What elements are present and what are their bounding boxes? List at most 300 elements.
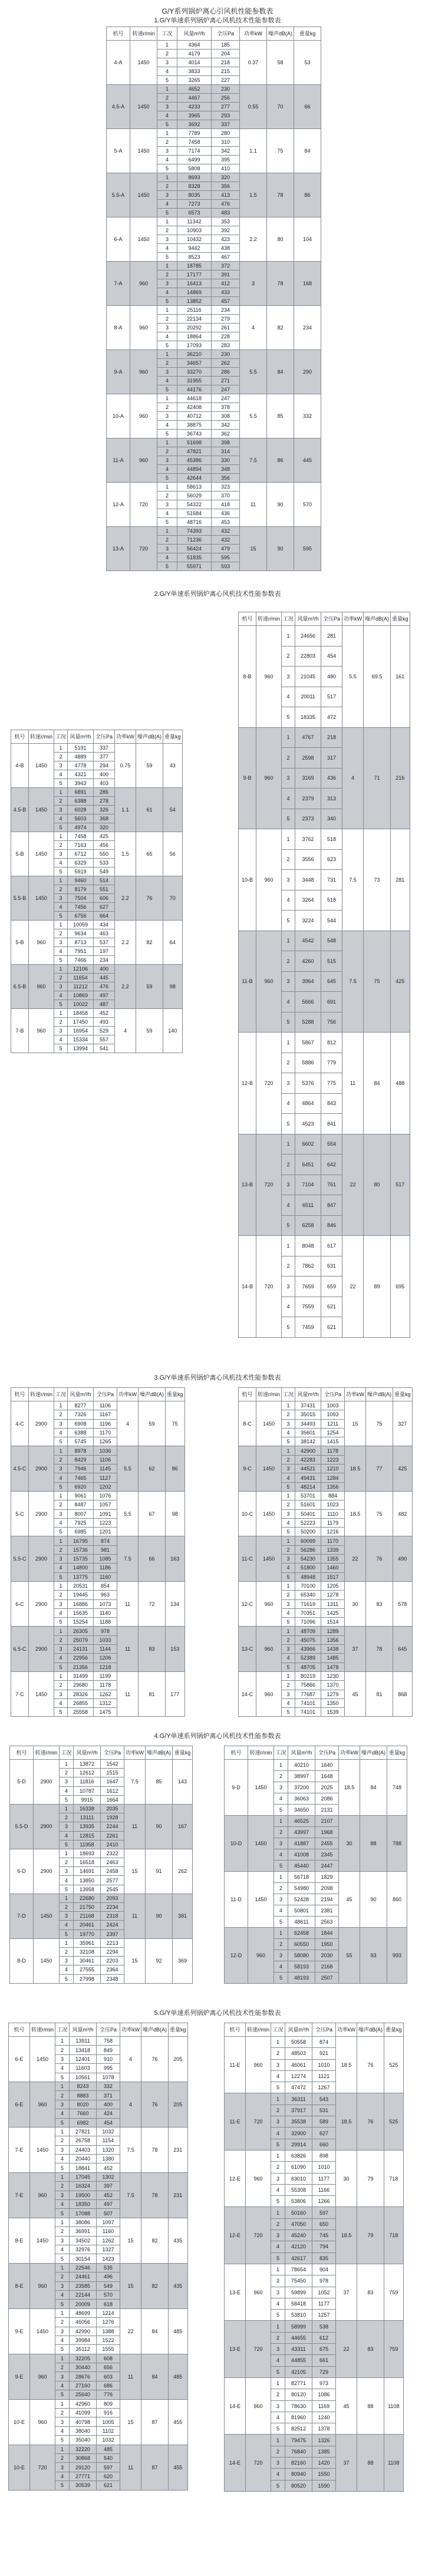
airflow-cell: 6258 — [295, 1215, 321, 1236]
airflow-cell: 7466 — [68, 956, 94, 965]
noise-cell: 90 — [267, 527, 294, 571]
airflow-cell: 19445 — [68, 1591, 94, 1599]
pressure-cell: 1211 — [321, 1419, 345, 1428]
column-header: 重量kg — [391, 612, 410, 626]
condition-cell: 5 — [55, 2209, 70, 2218]
table-row — [225, 2264, 404, 2275]
pressure-cell: 659 — [321, 1277, 342, 1297]
table-row — [107, 173, 321, 182]
pressure-cell: 846 — [321, 1215, 342, 1236]
noise-cell: 70 — [267, 85, 294, 129]
condition-cell: 5 — [282, 1618, 295, 1627]
airflow-cell: 8048 — [295, 1236, 321, 1256]
weight-cell: 718 — [384, 2207, 404, 2264]
airflow-cell: 8487 — [68, 1500, 94, 1509]
airflow-cell: 3964 — [295, 971, 321, 992]
pressure-cell: 603 — [97, 2372, 120, 2381]
weight-cell: 231 — [169, 2172, 188, 2218]
pressure-cell: 2410 — [101, 1840, 124, 1849]
pressure-cell: 476 — [94, 982, 115, 991]
pressure-cell: 497 — [97, 2200, 120, 2209]
condition-cell: 4 — [54, 814, 68, 823]
power-cell: 4 — [120, 2037, 141, 2082]
page-title: G/Y系列锅炉离心引风机性能参数表 — [162, 7, 273, 15]
condition-cell: 4 — [54, 1428, 68, 1437]
pressure-cell: 518 — [321, 890, 342, 911]
weight-cell: 143 — [173, 1760, 193, 1805]
noise-cell: 67 — [139, 1491, 166, 1536]
airflow-cell: 31955 — [177, 377, 212, 385]
condition-cell: 2 — [60, 1813, 74, 1822]
pressure-cell: 1460 — [321, 1564, 345, 1572]
airflow-cell: 16886 — [68, 1599, 94, 1608]
power-cell: 2.2 — [240, 217, 267, 262]
airflow-cell: 20292 — [177, 324, 212, 332]
condition-cell: 3 — [60, 1777, 74, 1786]
airflow-cell: 71096 — [295, 1618, 321, 1627]
pressure-cell: 1312 — [94, 1698, 117, 1707]
airflow-cell: 35538 — [285, 2116, 312, 2128]
airflow-cell: 75450 — [285, 2275, 312, 2287]
airflow-cell: 52389 — [295, 1654, 321, 1663]
speed-cell: 1450 — [29, 744, 54, 788]
condition-cell: 5 — [274, 1805, 288, 1816]
section-1 — [0, 27, 435, 571]
condition-cell: 4 — [157, 67, 177, 76]
power-cell: 22 — [342, 1236, 364, 1338]
section-3 — [0, 1373, 435, 1739]
airflow-cell: 38086 — [70, 2218, 97, 2227]
speed-cell: 1450 — [248, 1760, 274, 1816]
airflow-cell: 18350 — [70, 2200, 97, 2209]
power-cell: 7.5 — [342, 829, 364, 931]
airflow-cell: 56424 — [177, 545, 212, 553]
column-header: 噪声dB(A) — [360, 1746, 387, 1760]
noise-cell: 83 — [139, 1627, 166, 1671]
airflow-cell: 81960 — [285, 2412, 312, 2423]
airflow-cell: 25558 — [68, 1708, 94, 1717]
airflow-cell: 44618 — [177, 394, 212, 403]
power-cell: 11 — [240, 483, 267, 527]
airflow-cell: 46056 — [70, 2318, 97, 2327]
condition-cell: 1 — [55, 2127, 70, 2136]
condition-cell: 5 — [60, 1840, 74, 1849]
condition-cell: 2 — [282, 1455, 295, 1464]
airflow-cell: 13418 — [70, 2046, 97, 2054]
pressure-cell: 570 — [97, 2290, 120, 2299]
speed-cell: 1450 — [29, 876, 54, 921]
airflow-cell: 6573 — [177, 209, 212, 217]
condition-cell: 5 — [55, 2390, 70, 2399]
model-cell: 5.5-A — [107, 173, 130, 217]
table-row — [225, 2377, 404, 2389]
condition-cell: 4 — [55, 2290, 70, 2299]
model-cell: 4-B — [11, 744, 29, 788]
airflow-cell: 38142 — [295, 1437, 321, 1446]
condition-cell: 4 — [60, 1831, 74, 1840]
condition-cell: 4 — [282, 1195, 295, 1216]
airflow-cell: 43997 — [288, 1827, 315, 1838]
pressure-cell: 472 — [321, 707, 342, 728]
condition-cell: 5 — [274, 1917, 288, 1928]
condition-cell: 2 — [60, 1903, 74, 1912]
airflow-cell: 32900 — [285, 2128, 312, 2139]
condition-cell: 5 — [271, 2480, 285, 2491]
airflow-cell: 48709 — [295, 1627, 321, 1635]
power-cell: 37 — [336, 2435, 357, 2491]
pressure-cell: 340 — [321, 809, 342, 829]
pressure-cell: 589 — [312, 2116, 336, 2128]
column-header: 噪声dB(A) — [364, 612, 391, 626]
condition-cell: 3 — [54, 761, 68, 770]
model-cell: 13-E — [225, 2264, 246, 2320]
condition-cell: 4 — [54, 1473, 68, 1482]
weight-cell: 578 — [393, 1581, 413, 1626]
pressure-cell: 215 — [212, 67, 240, 76]
speed-cell: 1450 — [130, 173, 157, 217]
airflow-cell: 7458 — [68, 832, 94, 841]
table-row — [11, 788, 183, 797]
column-header: 重量kg — [169, 2023, 188, 2037]
airflow-cell: 4523 — [295, 1114, 321, 1134]
noise-cell: 59 — [136, 965, 163, 1009]
pressure-cell: 1052 — [312, 2287, 336, 2298]
condition-cell: 3 — [271, 2287, 285, 2298]
pressure-cell: 337 — [94, 744, 115, 753]
airflow-cell: 20009 — [70, 2300, 97, 2308]
pressure-cell: 1177 — [312, 2173, 336, 2184]
airflow-cell: 21045 — [295, 667, 321, 687]
speed-cell: 1450 — [130, 41, 157, 85]
pressure-cell: 1086 — [312, 2389, 336, 2400]
speed-cell: 1450 — [30, 2218, 55, 2263]
noise-cell: 61 — [136, 788, 163, 832]
pressure-cell: 531 — [312, 2105, 336, 2116]
table-row — [11, 1009, 183, 1018]
condition-cell: 1 — [282, 727, 295, 748]
airflow-cell: 71236 — [177, 536, 212, 545]
speed-cell: 960 — [256, 829, 282, 931]
airflow-cell: 44655 — [285, 2332, 312, 2343]
pressure-cell: 623 — [321, 849, 342, 870]
pressure-cell: 457 — [212, 297, 240, 306]
airflow-cell: 6511 — [295, 1195, 321, 1216]
weight-cell: 748 — [387, 1760, 407, 1816]
pressure-cell: 618 — [97, 2300, 120, 2308]
table-row — [107, 129, 321, 138]
pressure-cell: 247 — [212, 394, 240, 403]
condition-cell: 3 — [54, 1027, 68, 1035]
airflow-cell: 74101 — [295, 1698, 321, 1707]
condition-cell: 2 — [282, 849, 295, 870]
condition-cell: 2 — [282, 1410, 295, 1419]
pressure-cell: 1950 — [315, 1939, 339, 1950]
airflow-cell: 9061 — [68, 1491, 94, 1500]
pressure-cell: 1023 — [321, 1500, 345, 1509]
condition-cell: 1 — [60, 1894, 74, 1902]
power-cell: 11 — [120, 2354, 141, 2399]
weight-cell: 168 — [294, 262, 321, 306]
airflow-cell: 8007 — [68, 1509, 94, 1518]
airflow-cell: 35601 — [295, 1428, 321, 1437]
pressure-cell: 550 — [94, 850, 115, 859]
airflow-cell: 50401 — [295, 1509, 321, 1518]
pressure-cell: 332 — [97, 2082, 120, 2090]
weight-cell: 53 — [294, 41, 321, 85]
pressure-cell: 1160 — [97, 2227, 120, 2236]
pressure-cell: 761 — [321, 1175, 342, 1195]
speed-cell: 720 — [256, 1236, 282, 1338]
noise-cell: 75 — [366, 1401, 393, 1446]
condition-cell: 2 — [157, 315, 177, 324]
airflow-cell: 30154 — [70, 2254, 97, 2263]
pressure-cell: 1515 — [101, 1769, 124, 1777]
table-row — [9, 2037, 188, 2046]
weight-cell: 86 — [294, 173, 321, 217]
condition-cell: 3 — [274, 1950, 288, 1961]
pressure-cell: 660 — [312, 2139, 336, 2150]
power-cell: 11 — [117, 1627, 139, 1671]
airflow-cell: 43966 — [295, 1645, 321, 1654]
condition-cell: 2 — [55, 2091, 70, 2100]
power-cell: 5.5 — [342, 626, 364, 728]
condition-cell: 2 — [54, 974, 68, 982]
airflow-cell: 6985 — [68, 1528, 94, 1536]
condition-cell: 5 — [271, 2423, 285, 2435]
airflow-cell: 7660 — [70, 2109, 97, 2118]
model-cell: 9-D — [225, 1760, 248, 1816]
condition-cell: 1 — [55, 2037, 70, 2046]
power-cell: 18.5 — [345, 1491, 366, 1536]
pressure-cell: 809 — [97, 2399, 120, 2408]
condition-cell: 2 — [157, 271, 177, 279]
airflow-cell: 25079 — [68, 1635, 94, 1644]
condition-cell: 1 — [271, 2377, 285, 2389]
airflow-cell: 24403 — [70, 2145, 97, 2154]
model-cell: 12-D — [225, 1928, 248, 1984]
condition-cell: 1 — [55, 2082, 70, 2090]
pressure-cell: 595 — [212, 553, 240, 562]
pressure-cell: 756 — [321, 1012, 342, 1033]
condition-cell: 2 — [274, 1827, 288, 1838]
condition-cell: 5 — [54, 1482, 68, 1491]
airflow-cell: 82160 — [285, 2457, 312, 2468]
pressure-cell: 543 — [312, 2093, 336, 2105]
pressure-cell: 812 — [321, 1033, 342, 1053]
section-1-title: 1.G/Y单速系列锅炉离心风机技术性能参数表 — [154, 17, 281, 24]
pressure-cell: 286 — [212, 368, 240, 377]
condition-cell: 1 — [157, 438, 177, 447]
airflow-cell: 18335 — [295, 707, 321, 728]
airflow-cell: 8693 — [177, 173, 212, 182]
pressure-cell: 1032 — [97, 2436, 120, 2445]
airflow-cell: 38875 — [177, 421, 212, 430]
model-cell: 9-E — [9, 2354, 30, 2399]
airflow-cell: 29680 — [68, 1681, 94, 1690]
pressure-cell: 356 — [212, 182, 240, 191]
power-cell: 7.5 — [124, 1760, 146, 1805]
airflow-cell: 37431 — [295, 1401, 321, 1410]
power-cell: 2.2 — [115, 965, 136, 1009]
spec-table — [106, 27, 321, 571]
power-cell: 11 — [124, 1804, 146, 1849]
power-cell: 15 — [124, 1938, 146, 1983]
column-header: 转速r/min — [256, 1388, 282, 1401]
airflow-cell: 2373 — [295, 809, 321, 829]
condition-cell: 2 — [274, 1939, 288, 1950]
condition-cell: 3 — [271, 2400, 285, 2412]
condition-cell: 2 — [282, 1681, 295, 1690]
airflow-cell: 18693 — [74, 1849, 101, 1858]
pressure-cell: 330 — [212, 456, 240, 465]
airflow-cell: 38997 — [288, 1771, 315, 1782]
pressure-cell: 1302 — [97, 2172, 120, 2181]
weight-cell: 167 — [173, 1804, 193, 1849]
airflow-cell: 75866 — [295, 1681, 321, 1690]
noise-cell: 73 — [364, 829, 391, 931]
airflow-cell: 24656 — [295, 626, 321, 647]
condition-cell: 4 — [282, 992, 295, 1012]
airflow-cell: 58193 — [288, 1961, 315, 1973]
condition-cell: 1 — [157, 350, 177, 359]
weight-cell: 281 — [391, 829, 410, 931]
pressure-cell: 978 — [312, 2275, 336, 2287]
column-header: 风量m³/h — [295, 612, 321, 626]
airflow-cell: 53701 — [295, 1491, 321, 1500]
pressure-cell: 483 — [212, 209, 240, 217]
column-header: 功率kW — [342, 612, 364, 626]
condition-cell: 3 — [55, 2145, 70, 2154]
power-cell: 30 — [336, 2150, 357, 2206]
condition-cell: 5 — [55, 2118, 70, 2127]
airflow-cell: 6891 — [68, 788, 94, 797]
condition-cell: 4 — [157, 509, 177, 518]
airflow-cell: 24461 — [70, 2272, 97, 2281]
table-row — [239, 1033, 410, 1053]
column-header: 转速r/min — [256, 612, 282, 626]
noise-cell: 58 — [267, 41, 294, 85]
weight-cell: 435 — [169, 2263, 188, 2308]
condition-cell: 2 — [54, 841, 68, 850]
power-cell: 30 — [345, 1581, 366, 1626]
airflow-cell: 15334 — [68, 1035, 94, 1044]
airflow-cell: 11816 — [74, 1777, 101, 1786]
power-cell: 7.5 — [240, 438, 267, 483]
pressure-cell: 549 — [97, 2281, 120, 2290]
condition-cell: 3 — [54, 938, 68, 947]
pressure-cell: 493 — [94, 1018, 115, 1027]
condition-cell: 1 — [157, 262, 177, 271]
noise-cell: 82 — [267, 306, 294, 350]
column-header: 风量m³/h — [288, 1746, 315, 1760]
model-cell: 14-E — [225, 2377, 246, 2434]
section-3-title: 3.G/Y单速系列锅炉离心风机技术性能参数表 — [154, 1374, 281, 1381]
condition-cell: 4 — [282, 687, 295, 707]
condition-cell: 2 — [271, 2105, 285, 2116]
pressure-cell: 452 — [94, 1009, 115, 1018]
weight-cell: 163 — [166, 1536, 185, 1581]
condition-cell: 5 — [157, 253, 177, 262]
model-cell: 6-C — [11, 1581, 29, 1626]
condition-cell: 2 — [55, 2363, 70, 2372]
pressure-cell: 197 — [94, 947, 115, 956]
airflow-cell: 7458 — [177, 138, 212, 147]
model-cell: 14-E — [225, 2435, 246, 2491]
airflow-cell: 19500 — [70, 2191, 97, 2199]
table-row — [11, 1627, 185, 1635]
airflow-cell: 7456 — [68, 903, 94, 912]
pressure-cell: 262 — [212, 359, 240, 368]
condition-cell: 4 — [157, 244, 177, 253]
pressure-cell: 1339 — [321, 1545, 345, 1554]
airflow-cell: 45075 — [295, 1635, 321, 1644]
weight-cell: 445 — [294, 438, 321, 483]
condition-cell: 2 — [282, 1155, 295, 1175]
pressure-cell: 593 — [212, 562, 240, 571]
condition-cell: 1 — [274, 1760, 288, 1771]
condition-cell: 3 — [60, 1822, 74, 1831]
condition-cell: 3 — [60, 1867, 74, 1876]
table-row — [10, 1938, 193, 1947]
condition-cell: 5 — [157, 562, 177, 571]
pressure-cell: 1160 — [94, 1572, 117, 1581]
table-row — [239, 1581, 413, 1590]
condition-cell: 2 — [54, 1500, 68, 1509]
speed-cell: 1450 — [130, 129, 157, 173]
section-4 — [0, 1731, 435, 2008]
condition-cell: 5 — [271, 2252, 285, 2264]
airflow-cell: 54230 — [295, 1555, 321, 1564]
spec-table — [224, 2023, 404, 2492]
airflow-cell: 8713 — [68, 938, 94, 947]
column-header: 重量kg — [393, 1388, 413, 1401]
pressure-cell: 218 — [212, 58, 240, 67]
pressure-cell: 537 — [94, 938, 115, 947]
power-cell: 37 — [336, 2264, 357, 2320]
power-cell: 15 — [240, 527, 267, 571]
column-header: 机号 — [239, 612, 256, 626]
condition-cell: 4 — [282, 890, 295, 911]
airflow-cell: 54980 — [288, 1883, 315, 1894]
condition-cell: 1 — [282, 1536, 295, 1545]
condition-cell: 3 — [282, 971, 295, 992]
model-cell: 8-D — [10, 1938, 34, 1983]
airflow-cell: 13111 — [74, 1813, 101, 1822]
column-header: 工况 — [54, 1388, 68, 1401]
airflow-cell: 9634 — [68, 929, 94, 938]
pressure-cell: 1230 — [321, 1671, 345, 1680]
condition-cell: 1 — [282, 1491, 295, 1500]
condition-cell: 5 — [271, 2310, 285, 2321]
speed-cell: 960 — [246, 2377, 271, 2434]
weight-cell: 1108 — [384, 2435, 404, 2491]
power-cell: 18.5 — [339, 1760, 360, 1816]
condition-cell: 3 — [157, 191, 177, 200]
power-cell: 15 — [120, 2399, 141, 2445]
airflow-cell: 27821 — [70, 2127, 97, 2136]
condition-cell: 2 — [60, 1947, 74, 1956]
pressure-cell: 377 — [94, 753, 115, 761]
condition-cell: 5 — [60, 1974, 74, 1983]
condition-cell: 3 — [157, 147, 177, 156]
pressure-cell: 656 — [97, 2363, 120, 2372]
airflow-cell: 5191 — [68, 744, 94, 753]
pressure-cell: 1093 — [321, 1410, 345, 1419]
condition-cell: 2 — [60, 1858, 74, 1867]
condition-cell: 5 — [54, 1044, 68, 1053]
noise-cell: 76 — [141, 2037, 169, 2082]
weight-cell: 788 — [387, 1816, 407, 1872]
